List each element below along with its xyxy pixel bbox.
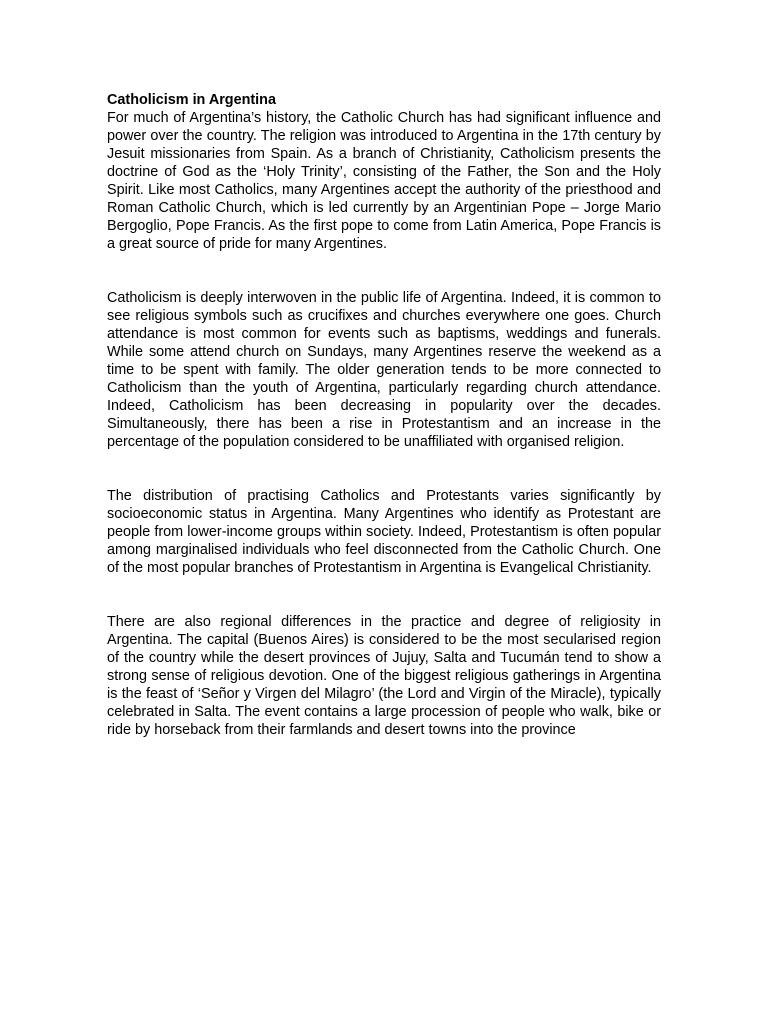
document-title: Catholicism in Argentina — [107, 92, 276, 108]
document-page — [107, 91, 661, 739]
paragraph-history: For much of Argentina’s history, the Catholic Church has had significant influence and power over the country. The religion was introduced to Argentina in the 17th century by Jesuit missionaries from Spain. As a branch of Christianity, Catholicism presents the doctrine of God as the ‘Holy Trinity’, consisting of the Father, the Son and the Holy Spirit. Like most Catholics, many Argentines accept the authority of the priesthood and Roman Catholic Church, which is led currently by an Argentinian Pope – Jorge Mario Bergoglio, Pope Francis. As the first pope to come from Latin America, Pope Francis is a great source of pride for many Argentines. — [107, 110, 661, 252]
paragraph-public-life: Catholicism is deeply interwoven in the public life of Argentina. Indeed, it is common to see religious symbols such as crucifixes and churches everywhere one goes. Church attendance is most common for events such as baptisms, weddings and funerals. While some attend church on Sundays, many Argentines reserve the weekend as a time to be spent with family. The older generation tends to be more connected to Catholicism than the youth of Argentina, particularly regarding church attendance. Indeed, Catholicism has been decreasing in popularity over the decades. Simultaneously, there has been a rise in Protestantism and an increase in the percentage of the population considered to be unaffiliated with organised religion. — [107, 290, 661, 450]
paragraph-distribution: The distribution of practising Catholics and Protestants varies significantly by socioeconomic status in Argentina. Many Argentines who identify as Protestant are people from lower-income groups within society. Indeed, Protestantism is often popular among marginalised individuals who feel disconnected from the Catholic Church. One of the most popular branches of Protestantism in Argentina is Evangelical Christianity. — [107, 488, 661, 576]
paragraph-regional: There are also regional differences in the practice and degree of religiosity in Argentina. The capital (Buenos Aires) is considered to be the most secularised region of the country while the desert provinces of Jujuy, Salta and Tucumán tend to show a strong sense of religious devotion. One of the biggest religious gatherings in Argentina is the feast of ‘Señor y Virgen del Milagro’ (the Lord and Virgin of the Miracle), typically celebrated in Salta. The event contains a large procession of people who walk, bike or ride by horseback from their farmlands and desert towns into the province — [107, 614, 661, 738]
